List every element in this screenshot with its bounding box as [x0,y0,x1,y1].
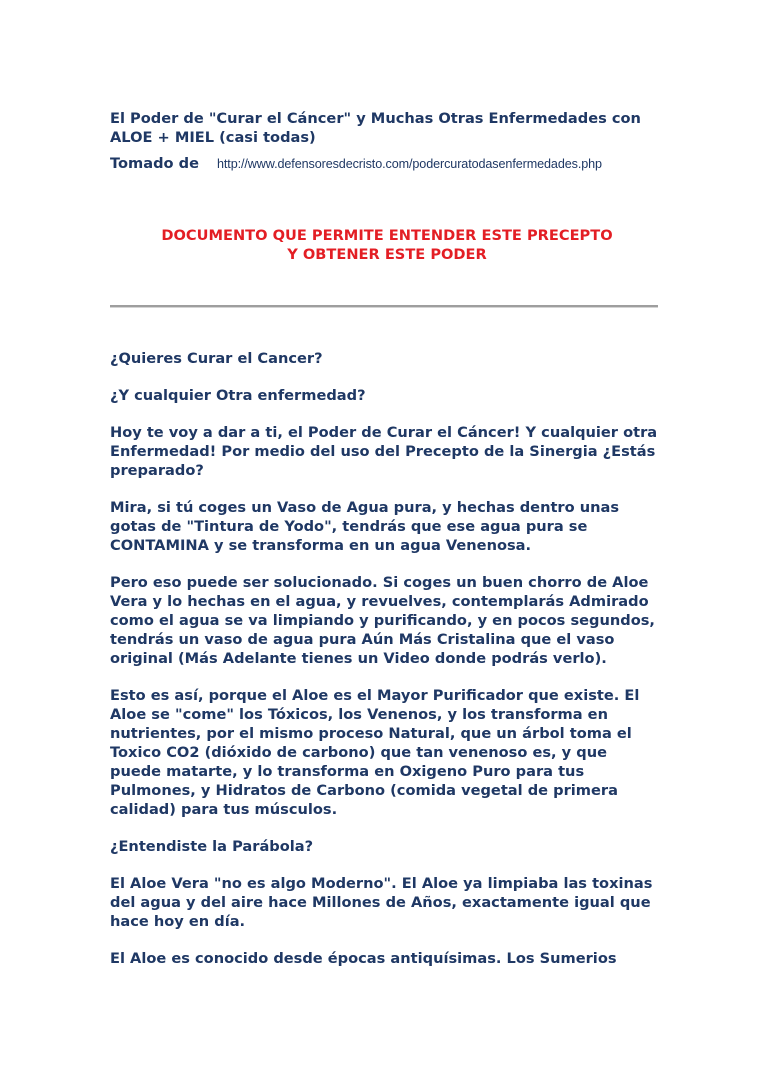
paragraph: El Aloe Vera "no es algo Moderno". El Aloe ya limpiaba las toxinas del agua y del aire hace Millones de Años, exactamente igual que hace hoy en día. [110,875,653,930]
paragraph: Mira, si tú coges un Vaso de Agua pura, y hechas dentro unas gotas de "Tintura de Yodo", tendrás que ese agua pura se CONTAMINA y se transforma en un agua Venenosa. [110,499,620,554]
section-heading-line-1: DOCUMENTO QUE PERMITE ENTENDER ESTE PRECEPTO [161,227,613,244]
section-heading [110,226,658,264]
section-heading-line-2: Y OBTENER ESTE PODER [287,246,487,263]
document-title: El Poder de "Curar el Cáncer" y Muchas Otras Enfermedades con ALOE + MIEL (casi todas) [110,110,641,146]
paragraph: Esto es así, porque el Aloe es el Mayor Purificador que existe. El Aloe se "come" los Tóxicos, los Venenos, y los transforma en nutrientes, por el mismo proceso Natural, que un árbol toma el Toxico CO2 (dióxido de carbono) que tan venenoso es, y que puede matarte, y lo transforma en Oxigeno Puro para tus Pulmones, y Hidratos de Carbono (comida vegetal de primera calidad) para tus músculos. [110,687,640,818]
paragraph: ¿Y cualquier Otra enfermedad? [110,387,366,404]
paragraph: Pero eso puede ser solucionado. Si coges un buen chorro de Aloe Vera y lo hechas en el agua, y revuelves, contemplarás Admirado como el agua se va limpiando y purificando, y en pocos segundos, tendrás un vaso de agua pura Aún Más Cristalina que el vaso original (Más Adelante tienes un Video donde podrás verlo). [110,574,655,667]
paragraph: Hoy te voy a dar a ti, el Poder de Curar el Cáncer! Y cualquier otra Enfermedad! Por medio del uso del Precepto de la Sinergia ¿Estás preparado? [110,424,658,479]
paragraph: ¿Quieres Curar el Cancer? [110,350,323,367]
document-page [110,109,658,968]
horizontal-divider [110,305,658,308]
body-text [110,349,658,968]
source-link[interactable]: http://www.defensoresdecristo.com/podercuratodasenfermedades.php [217,157,602,171]
paragraph: ¿Entendiste la Parábola? [110,838,314,855]
source-row [110,154,658,178]
paragraph: El Aloe es conocido desde épocas antiquísimas. Los Sumerios [110,950,617,967]
source-label: Tomado de [110,155,199,172]
